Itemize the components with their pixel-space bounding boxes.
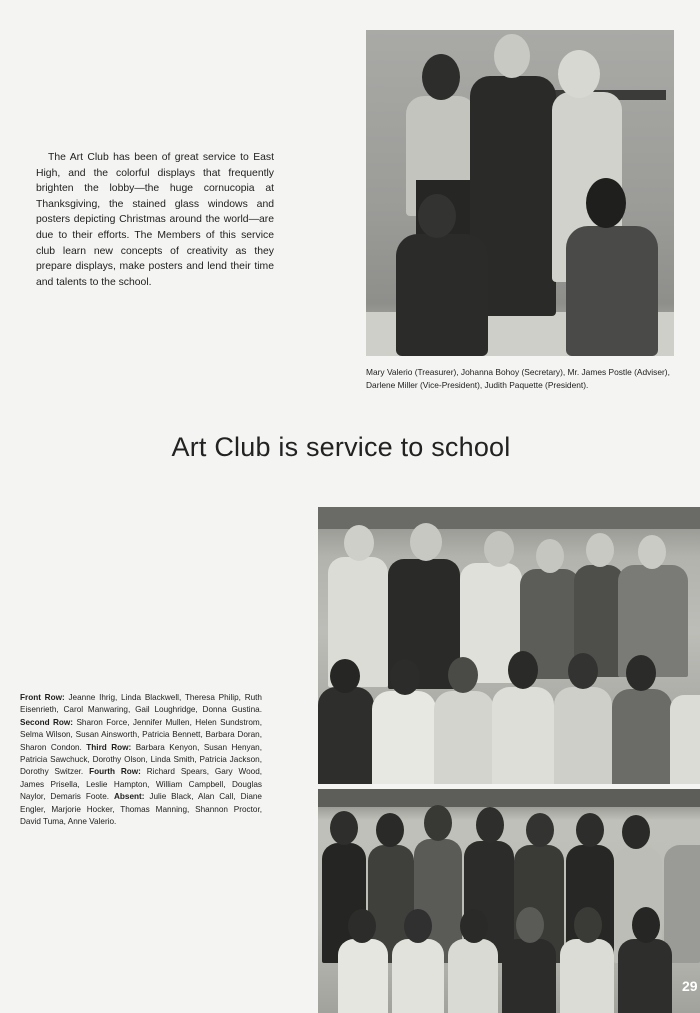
person-figure <box>502 939 556 1013</box>
roster-row-label: Third Row: <box>86 742 132 752</box>
person-head <box>632 907 660 943</box>
person-head <box>344 525 374 561</box>
roster-row-names: Barbara Kenyon, Susan Henyan, Patricia Sawchuck, Dorothy Olson, Linda Smith, Patricia Jackson, Dorothy Switzer. <box>20 742 262 777</box>
page-headline: Art Club is service to school <box>171 432 511 462</box>
person-head <box>348 909 376 943</box>
person-head <box>516 907 544 943</box>
officers-photo <box>366 30 674 356</box>
person-figure <box>396 234 488 356</box>
group-photo-top <box>318 507 700 784</box>
person-head <box>390 659 420 695</box>
photo-wall-top <box>318 789 700 807</box>
person-head <box>626 655 656 691</box>
person-head <box>460 909 488 943</box>
person-head <box>330 659 360 693</box>
person-head <box>418 194 456 238</box>
roster-row-label: Fourth Row: <box>89 767 141 777</box>
person-head <box>404 909 432 943</box>
person-head <box>568 653 598 689</box>
person-figure <box>560 939 614 1013</box>
person-head <box>376 813 404 847</box>
person-figure <box>392 939 444 1013</box>
person-figure <box>618 565 688 677</box>
person-head <box>424 805 452 841</box>
person-head <box>586 533 614 567</box>
roster-row-names: Jeanne Ihrig, Linda Blackwell, Theresa Philip, Ruth Eisenrieth, Carol Manwaring, Gail Loughridge, Donna Gustina. <box>20 693 262 715</box>
person-figure <box>670 695 700 784</box>
roster-row-label: Second Row: <box>20 717 74 727</box>
photo-wall-top <box>318 507 700 529</box>
person-head <box>484 531 514 567</box>
person-head <box>586 178 626 228</box>
person-head <box>526 813 554 847</box>
person-head <box>622 815 650 849</box>
person-head <box>494 34 530 78</box>
group-photo-bottom <box>318 789 700 1013</box>
person-head <box>410 523 442 561</box>
roster-row-label: Absent: <box>113 792 145 802</box>
person-figure <box>566 226 658 356</box>
person-head <box>476 807 504 843</box>
person-figure <box>612 689 672 784</box>
roster-row-names: Julie Black, Alan Call, Diane Engler, Marjorie Hocker, Thomas Manning, Shannon Proctor, David Tuma, Anne Valerio. <box>20 792 262 827</box>
person-figure <box>448 939 498 1013</box>
person-figure <box>554 687 612 784</box>
roster-row-label: Front Row: <box>20 693 65 702</box>
person-figure <box>318 687 374 784</box>
person-figure <box>434 691 494 784</box>
article-intro-text: The Art Club has been of great service to East High, and the colorful displays that frequently brighten the lobby—the huge cornucopia at Thanksgiving, the stained glass windows and posters depicting Christmas around the world—are due to their efforts. The Members of this service club learn new concepts of creativity as they prepare displays, make posters and lend their time and talents to the school. <box>36 152 274 288</box>
person-figure <box>618 939 672 1013</box>
page-number: 29 <box>682 978 698 994</box>
person-head <box>558 50 600 98</box>
member-roster <box>20 692 262 828</box>
person-figure <box>372 691 436 784</box>
person-figure <box>338 939 388 1013</box>
person-figure <box>492 687 554 784</box>
person-head <box>422 54 460 100</box>
officers-caption: Mary Valerio (Treasurer), Johanna Bohoy (Secretary), Mr. James Postle (Adviser), Darlene Miller (Vice-President), Judith Paquette (President). <box>366 367 670 390</box>
person-head <box>576 813 604 847</box>
person-head <box>508 651 538 689</box>
person-head <box>536 539 564 573</box>
person-head <box>448 657 478 693</box>
roster-row-names: Richard Spears, Gary Wood, James Prisella, Leslie Hampton, William Campbell, Douglas Naylor, Demaris Foote. <box>20 767 263 802</box>
person-head <box>574 907 602 943</box>
roster-row-names: Sharon Force, Jennifer Mullen, Helen Sundstrom, Selma Wilson, Susan Ainsworth, Patricia Bennett, Barbara Doran, Sharon Condon. <box>20 717 262 752</box>
person-head <box>638 535 666 569</box>
person-head <box>330 811 358 845</box>
